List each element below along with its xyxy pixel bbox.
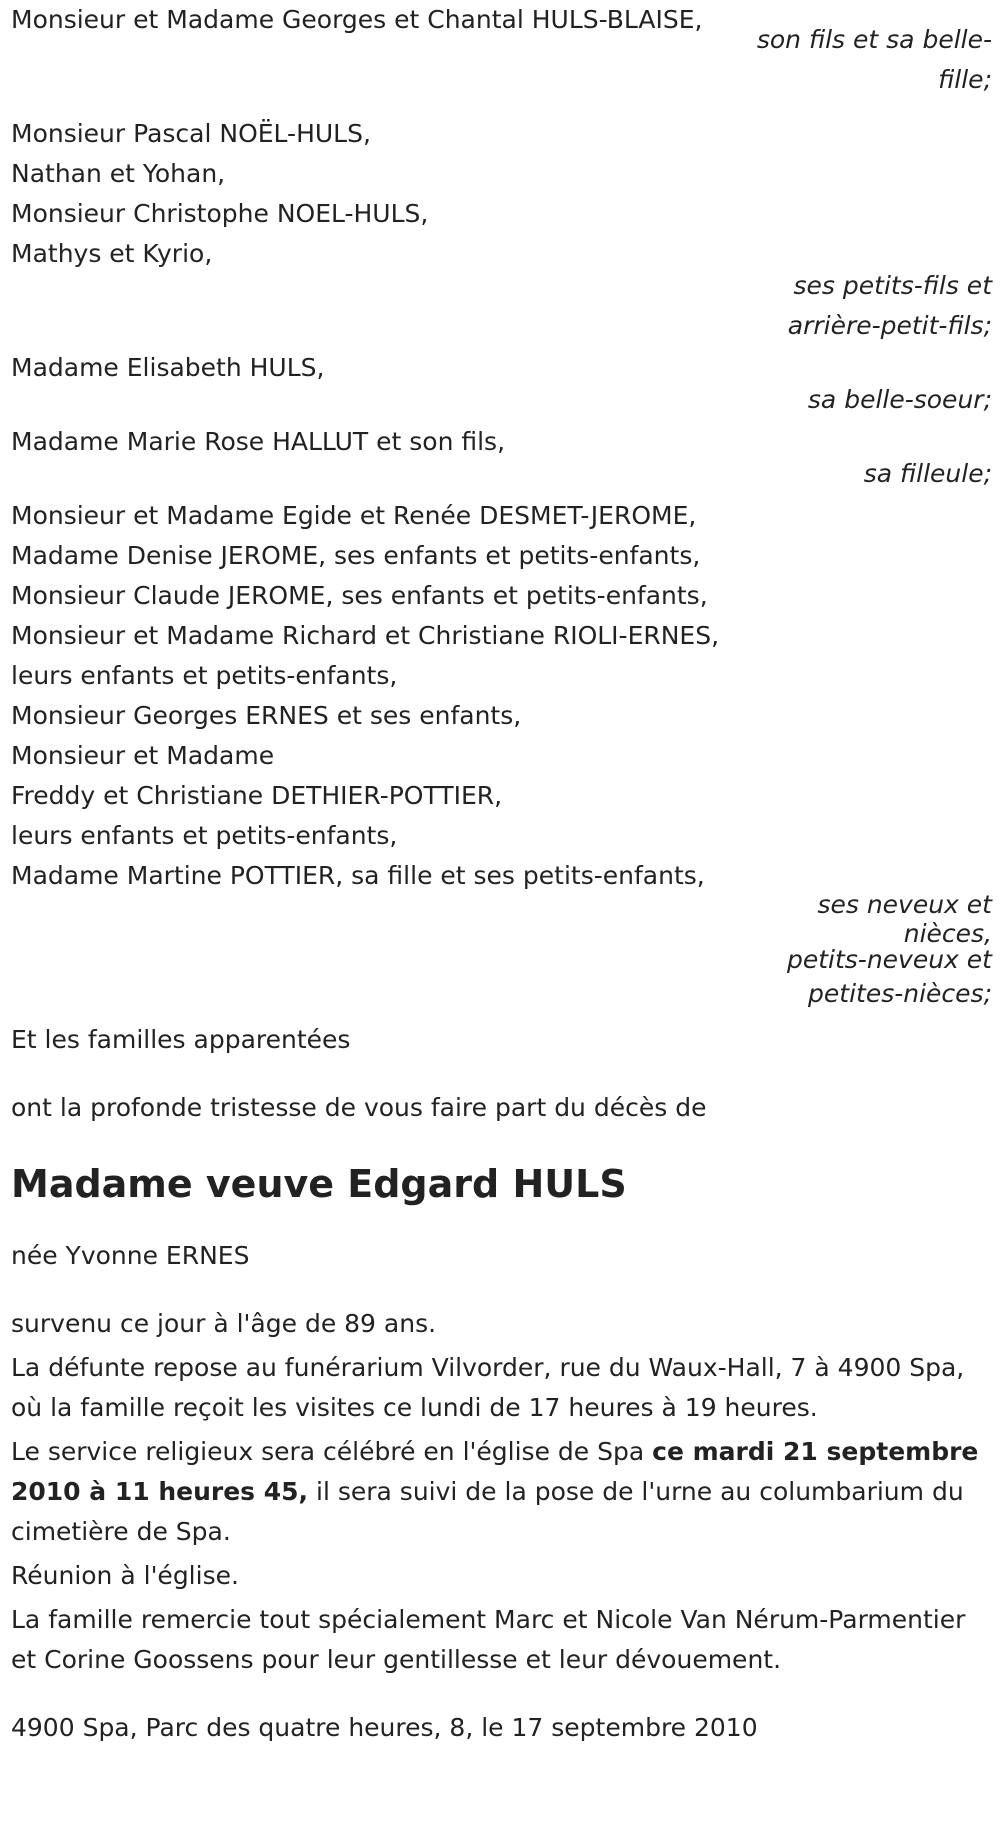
family-name-line: leurs enfants et petits-enfants, (11, 821, 398, 850)
family-name-line: Monsieur Claude JEROME, ses enfants et petits-enfants, (11, 581, 708, 610)
family-name-line: Mathys et Kyrio, (11, 239, 213, 268)
family-name-line: Madame Martine POTTIER, sa fille et ses petits-enfants, (11, 861, 705, 890)
birth-name: née Yvonne ERNES (11, 1241, 250, 1270)
service-text: Le service religieux sera célébré en l'église de Spa ce mardi 21 septembre 2010 à 11 heures 45, il sera suivi de la pose de l'urne au columbarium du cimetière de Spa. (11, 1437, 979, 1546)
related-families: Et les familles apparentées (11, 1025, 351, 1054)
family-name-line: Monsieur et Madame Georges et Chantal HULS-BLAISE, (11, 5, 703, 34)
family-name-line: Freddy et Christiane DETHIER-POTTIER, (11, 781, 503, 810)
family-group-grandsons (11, 114, 992, 346)
family-name-line: Monsieur Georges ERNES et ses enfants, (11, 701, 522, 730)
rest-text: La défunte repose au funérarium Vilvorder, rue du Waux-Hall, 7 à 4900 Spa, où la famille reçoit les visites ce lundi de 17 heures à 19 heures. (11, 1353, 965, 1422)
family-group-sister-in-law (11, 348, 992, 420)
family-name-line: Madame Denise JEROME, ses enfants et petits-enfants, (11, 541, 701, 570)
age-text: survenu ce jour à l'âge de 89 ans. (11, 1309, 437, 1338)
family-name-line: Monsieur et Madame Egide et Renée DESMET-JEROME, (11, 501, 697, 530)
service-date: ce mardi 21 septembre 2010 à 11 heures 45, (11, 1437, 979, 1506)
family-group-nephews (11, 496, 992, 1014)
family-name-line: Monsieur et Madame (11, 741, 275, 770)
family-name-line: leurs enfants et petits-enfants, (11, 661, 398, 690)
family-group-goddaughter (11, 422, 992, 494)
relation-label: ses neveux et nièces, petits-neveux et petites-nièces; (786, 890, 992, 1008)
relation-label: sa belle-soeur; (807, 385, 992, 414)
family-name-line: Madame Marie Rose HALLUT et son fils, (11, 427, 506, 456)
family-group-son (11, 0, 992, 100)
family-name-line: Monsieur Christophe NOEL-HULS, (11, 199, 429, 228)
relation-label: sa filleule; (863, 459, 992, 488)
announcement-text: ont la profonde tristesse de vous faire part du décès de (11, 1093, 707, 1122)
relation-label: ses petits-fils et arrière-petit-fils; (787, 271, 992, 340)
thanks-text: La famille remercie tout spécialement Marc et Nicole Van Nérum-Parmentier et Corine Goossens pour leur gentillesse et leur dévouement. (11, 1605, 966, 1674)
family-name-line: Nathan et Yohan, (11, 159, 226, 188)
relation-label: son fils et sa belle- fille; (756, 25, 992, 94)
meeting-text: Réunion à l'église. (11, 1561, 239, 1590)
family-name-line: Monsieur et Madame Richard et Christiane RIOLI-ERNES, (11, 621, 720, 650)
deceased-name: Madame veuve Edgard HULS (11, 1162, 627, 1206)
family-name-line: Madame Elisabeth HULS, (11, 353, 325, 382)
family-name-line: Monsieur Pascal NOËL-HULS, (11, 119, 371, 148)
address-date: 4900 Spa, Parc des quatre heures, 8, le 17 septembre 2010 (11, 1713, 758, 1742)
